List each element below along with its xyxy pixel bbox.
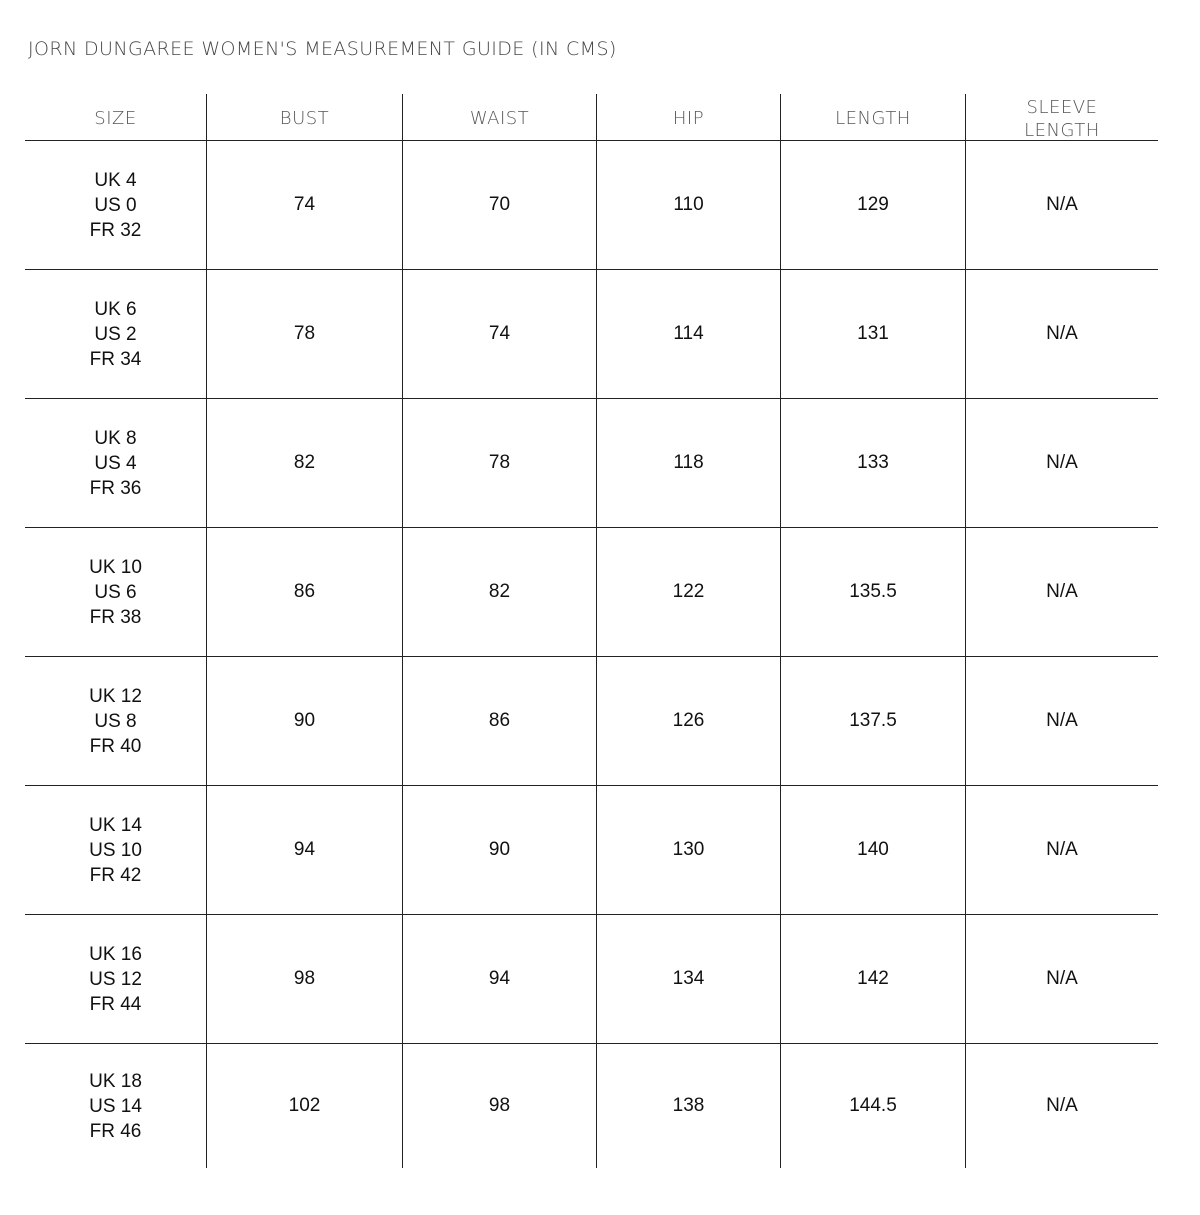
table-row: [25, 270, 1158, 399]
size-fr: FR 36: [89, 477, 142, 499]
size-us: US 2: [94, 323, 137, 345]
size-uk: UK 16: [89, 943, 142, 965]
bust-cell: 74: [206, 141, 402, 269]
table-row: [25, 657, 1158, 786]
header-sleeve-length: [965, 94, 1158, 140]
header-sleeve-line1: SLEEVE: [1026, 97, 1098, 118]
bust-cell: 102: [206, 1044, 402, 1168]
hip-cell: 126: [596, 657, 780, 785]
waist-cell: 86: [402, 657, 596, 785]
bust-cell: 82: [206, 399, 402, 527]
size-cell: [25, 141, 206, 269]
size-uk: UK 4: [94, 169, 137, 191]
table-row: [25, 915, 1158, 1044]
table-header-row: [25, 86, 1158, 141]
size-uk: UK 10: [89, 556, 142, 578]
waist-cell: 98: [402, 1044, 596, 1168]
table-row: [25, 528, 1158, 657]
size-fr: FR 42: [89, 864, 142, 886]
sleeve-cell: N/A: [965, 915, 1158, 1043]
size-us: US 8: [94, 710, 137, 732]
size-us: US 12: [89, 968, 142, 990]
waist-cell: 74: [402, 270, 596, 398]
sleeve-cell: N/A: [965, 399, 1158, 527]
size-fr: FR 44: [89, 993, 142, 1015]
bust-cell: 90: [206, 657, 402, 785]
length-cell: 129: [780, 141, 965, 269]
waist-cell: 78: [402, 399, 596, 527]
length-cell: 135.5: [780, 528, 965, 656]
waist-cell: 94: [402, 915, 596, 1043]
waist-cell: 82: [402, 528, 596, 656]
hip-cell: 110: [596, 141, 780, 269]
size-us: US 6: [94, 581, 137, 603]
size-us: US 4: [94, 452, 137, 474]
size-us: US 10: [89, 839, 142, 861]
length-cell: 131: [780, 270, 965, 398]
header-hip: HIP: [596, 94, 780, 140]
size-uk: UK 18: [89, 1070, 142, 1092]
table-row: [25, 786, 1158, 915]
waist-cell: 70: [402, 141, 596, 269]
length-cell: 133: [780, 399, 965, 527]
size-uk: UK 14: [89, 814, 142, 836]
header-sleeve-line2: LENGTH: [1024, 120, 1100, 141]
size-cell: [25, 270, 206, 398]
length-cell: 142: [780, 915, 965, 1043]
page-title: JORN DUNGAREE WOMEN'S MEASUREMENT GUIDE (IN CMS): [28, 38, 617, 60]
hip-cell: 114: [596, 270, 780, 398]
hip-cell: 122: [596, 528, 780, 656]
sleeve-cell: N/A: [965, 786, 1158, 914]
header-length: LENGTH: [780, 94, 965, 140]
table-row: [25, 399, 1158, 528]
size-uk: UK 12: [89, 685, 142, 707]
size-uk: UK 6: [94, 298, 137, 320]
size-fr: FR 40: [89, 735, 142, 757]
header-waist: WAIST: [402, 94, 596, 140]
bust-cell: 86: [206, 528, 402, 656]
length-cell: 140: [780, 786, 965, 914]
size-cell: [25, 657, 206, 785]
size-fr: FR 34: [89, 348, 142, 370]
hip-cell: 118: [596, 399, 780, 527]
hip-cell: 130: [596, 786, 780, 914]
header-size: SIZE: [94, 108, 137, 129]
table-row: [25, 141, 1158, 270]
measurement-table: [25, 86, 1158, 1168]
bust-cell: 78: [206, 270, 402, 398]
sleeve-cell: N/A: [965, 528, 1158, 656]
sleeve-cell: N/A: [965, 270, 1158, 398]
hip-cell: 138: [596, 1044, 780, 1168]
bust-cell: 94: [206, 786, 402, 914]
size-cell: [25, 786, 206, 914]
length-cell: 137.5: [780, 657, 965, 785]
size-uk: UK 8: [94, 427, 137, 449]
size-cell: [25, 399, 206, 527]
size-us: US 0: [94, 194, 137, 216]
table-row: [25, 1044, 1158, 1168]
size-fr: FR 38: [89, 606, 142, 628]
sleeve-cell: N/A: [965, 657, 1158, 785]
sleeve-cell: N/A: [965, 141, 1158, 269]
size-cell: [25, 528, 206, 656]
header-bust: BUST: [206, 94, 402, 140]
bust-cell: 98: [206, 915, 402, 1043]
size-fr: FR 46: [89, 1120, 142, 1142]
size-cell: [25, 1044, 206, 1168]
size-cell: [25, 915, 206, 1043]
size-fr: FR 32: [89, 219, 142, 241]
size-us: US 14: [89, 1095, 142, 1117]
waist-cell: 90: [402, 786, 596, 914]
sleeve-cell: N/A: [965, 1044, 1158, 1168]
length-cell: 144.5: [780, 1044, 965, 1168]
table-body: [25, 141, 1158, 1168]
hip-cell: 134: [596, 915, 780, 1043]
